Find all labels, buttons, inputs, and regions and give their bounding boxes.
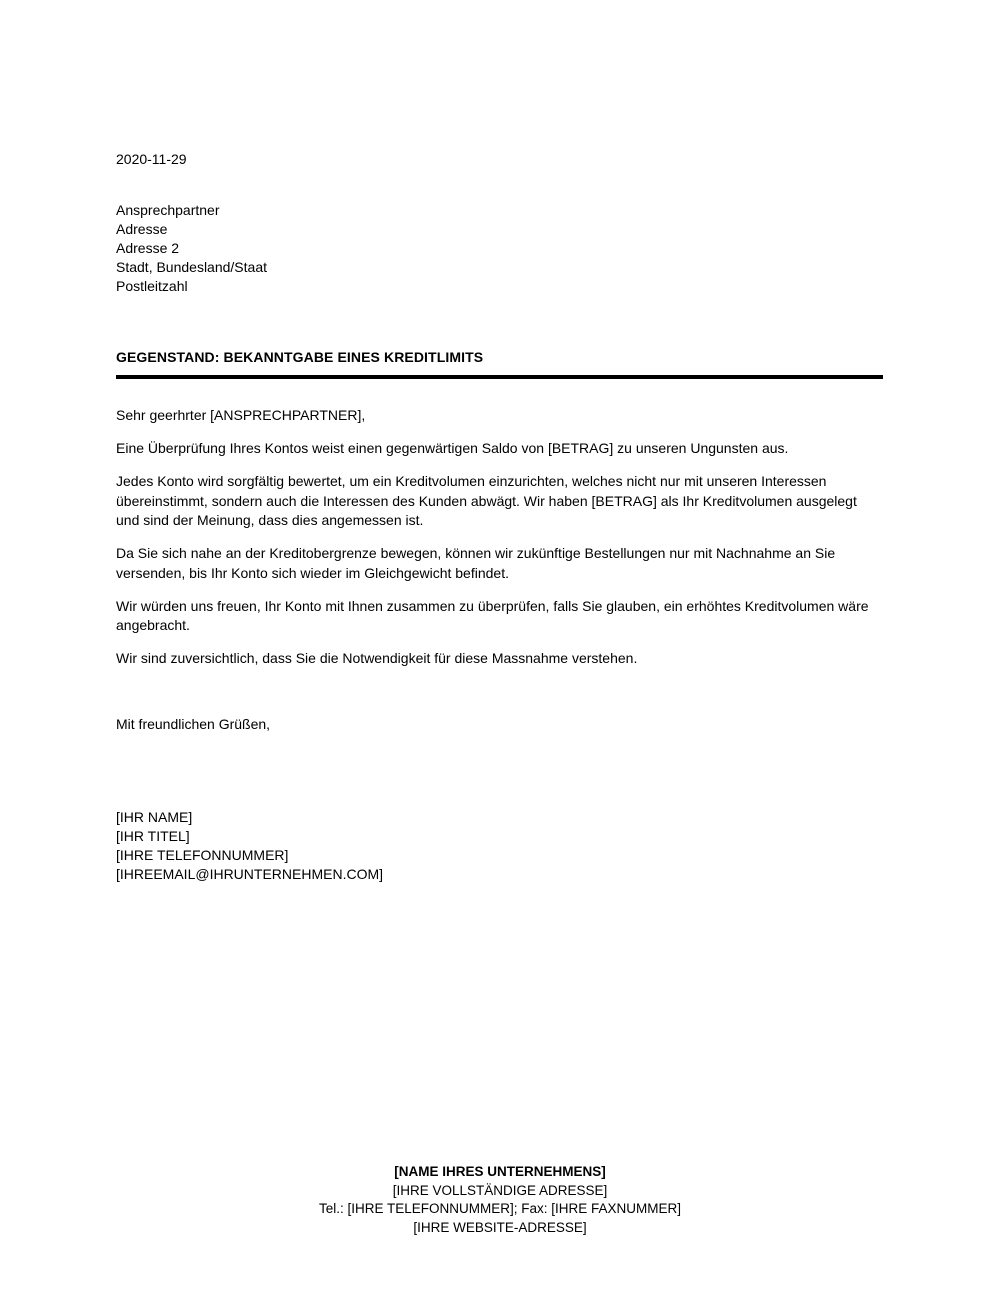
page-footer bbox=[0, 1163, 1000, 1237]
body-paragraph: Wir würden uns freuen, Ihr Konto mit Ihnen zusammen zu überprüfen, falls Sie glauben, ein erhöhtes Kreditvolumen wäre angebracht. bbox=[116, 597, 869, 633]
recipient-line: Stadt, Bundesland/Staat bbox=[116, 259, 267, 275]
body-paragraph: Da Sie sich nahe an der Kreditobergrenze bewegen, können wir zukünftige Bestellungen nur mit Nachnahme an Sie versenden, bis Ihr Konto sich wieder im Gleichgewicht befindet. bbox=[116, 545, 836, 581]
subject-heading: GEGENSTAND: BEKANNTGABE EINES KREDITLIMITS bbox=[116, 349, 484, 365]
closing-salutation: Mit freundlichen Grüßen, bbox=[116, 715, 271, 732]
footer-company-name: [NAME IHRES UNTERNEHMENS] bbox=[394, 1164, 606, 1179]
signature-line: [IHR TITEL] bbox=[116, 828, 190, 844]
footer-website: [IHRE WEBSITE-ADRESSE] bbox=[413, 1219, 587, 1235]
signature-line: [IHR NAME] bbox=[116, 809, 193, 825]
subject-section bbox=[116, 348, 883, 379]
recipient-line: Adresse bbox=[116, 221, 168, 237]
signature-line: [IHREEMAIL@IHRUNTERNEHMEN.COM] bbox=[116, 866, 384, 882]
letter-text-block bbox=[116, 406, 883, 884]
letter-body bbox=[116, 150, 883, 884]
body-paragraph: Wir sind zuversichtlich, dass Sie die Notwendigkeit für diese Massnahme verstehen. bbox=[116, 650, 638, 666]
recipient-address-block bbox=[116, 201, 883, 296]
body-paragraph: Jedes Konto wird sorgfältig bewertet, um ein Kreditvolumen einzurichten, welches nicht nur mit unseren Interessen übereinstimmt, sondern auch die Interessen des Kunden abwägt. Wir haben [BETRAG] als Ihr Kreditvolumen ausgelegt und sind der Meinung, dass dies angemessen ist. bbox=[116, 473, 857, 528]
footer-address: [IHRE VOLLSTÄNDIGE ADRESSE] bbox=[392, 1182, 608, 1198]
footer-phone-fax: Tel.: [IHRE TELEFONNUMMER]; Fax: [IHRE FAXNUMMER] bbox=[318, 1201, 682, 1216]
salutation: Sehr geerhrter [ANSPRECHPARTNER], bbox=[116, 407, 366, 423]
signature-line: [IHRE TELEFONNUMMER] bbox=[116, 847, 289, 863]
letter-date: 2020-11-29 bbox=[116, 151, 187, 167]
signature-block bbox=[116, 808, 883, 884]
recipient-line: Ansprechpartner bbox=[116, 202, 220, 218]
recipient-line: Adresse 2 bbox=[116, 240, 180, 256]
subject-divider-rule bbox=[116, 375, 883, 379]
recipient-line: Postleitzahl bbox=[116, 278, 188, 294]
body-paragraph: Eine Überprüfung Ihres Kontos weist einen gegenwärtigen Saldo von [BETRAG] zu unseren Ungunsten aus. bbox=[116, 440, 789, 456]
